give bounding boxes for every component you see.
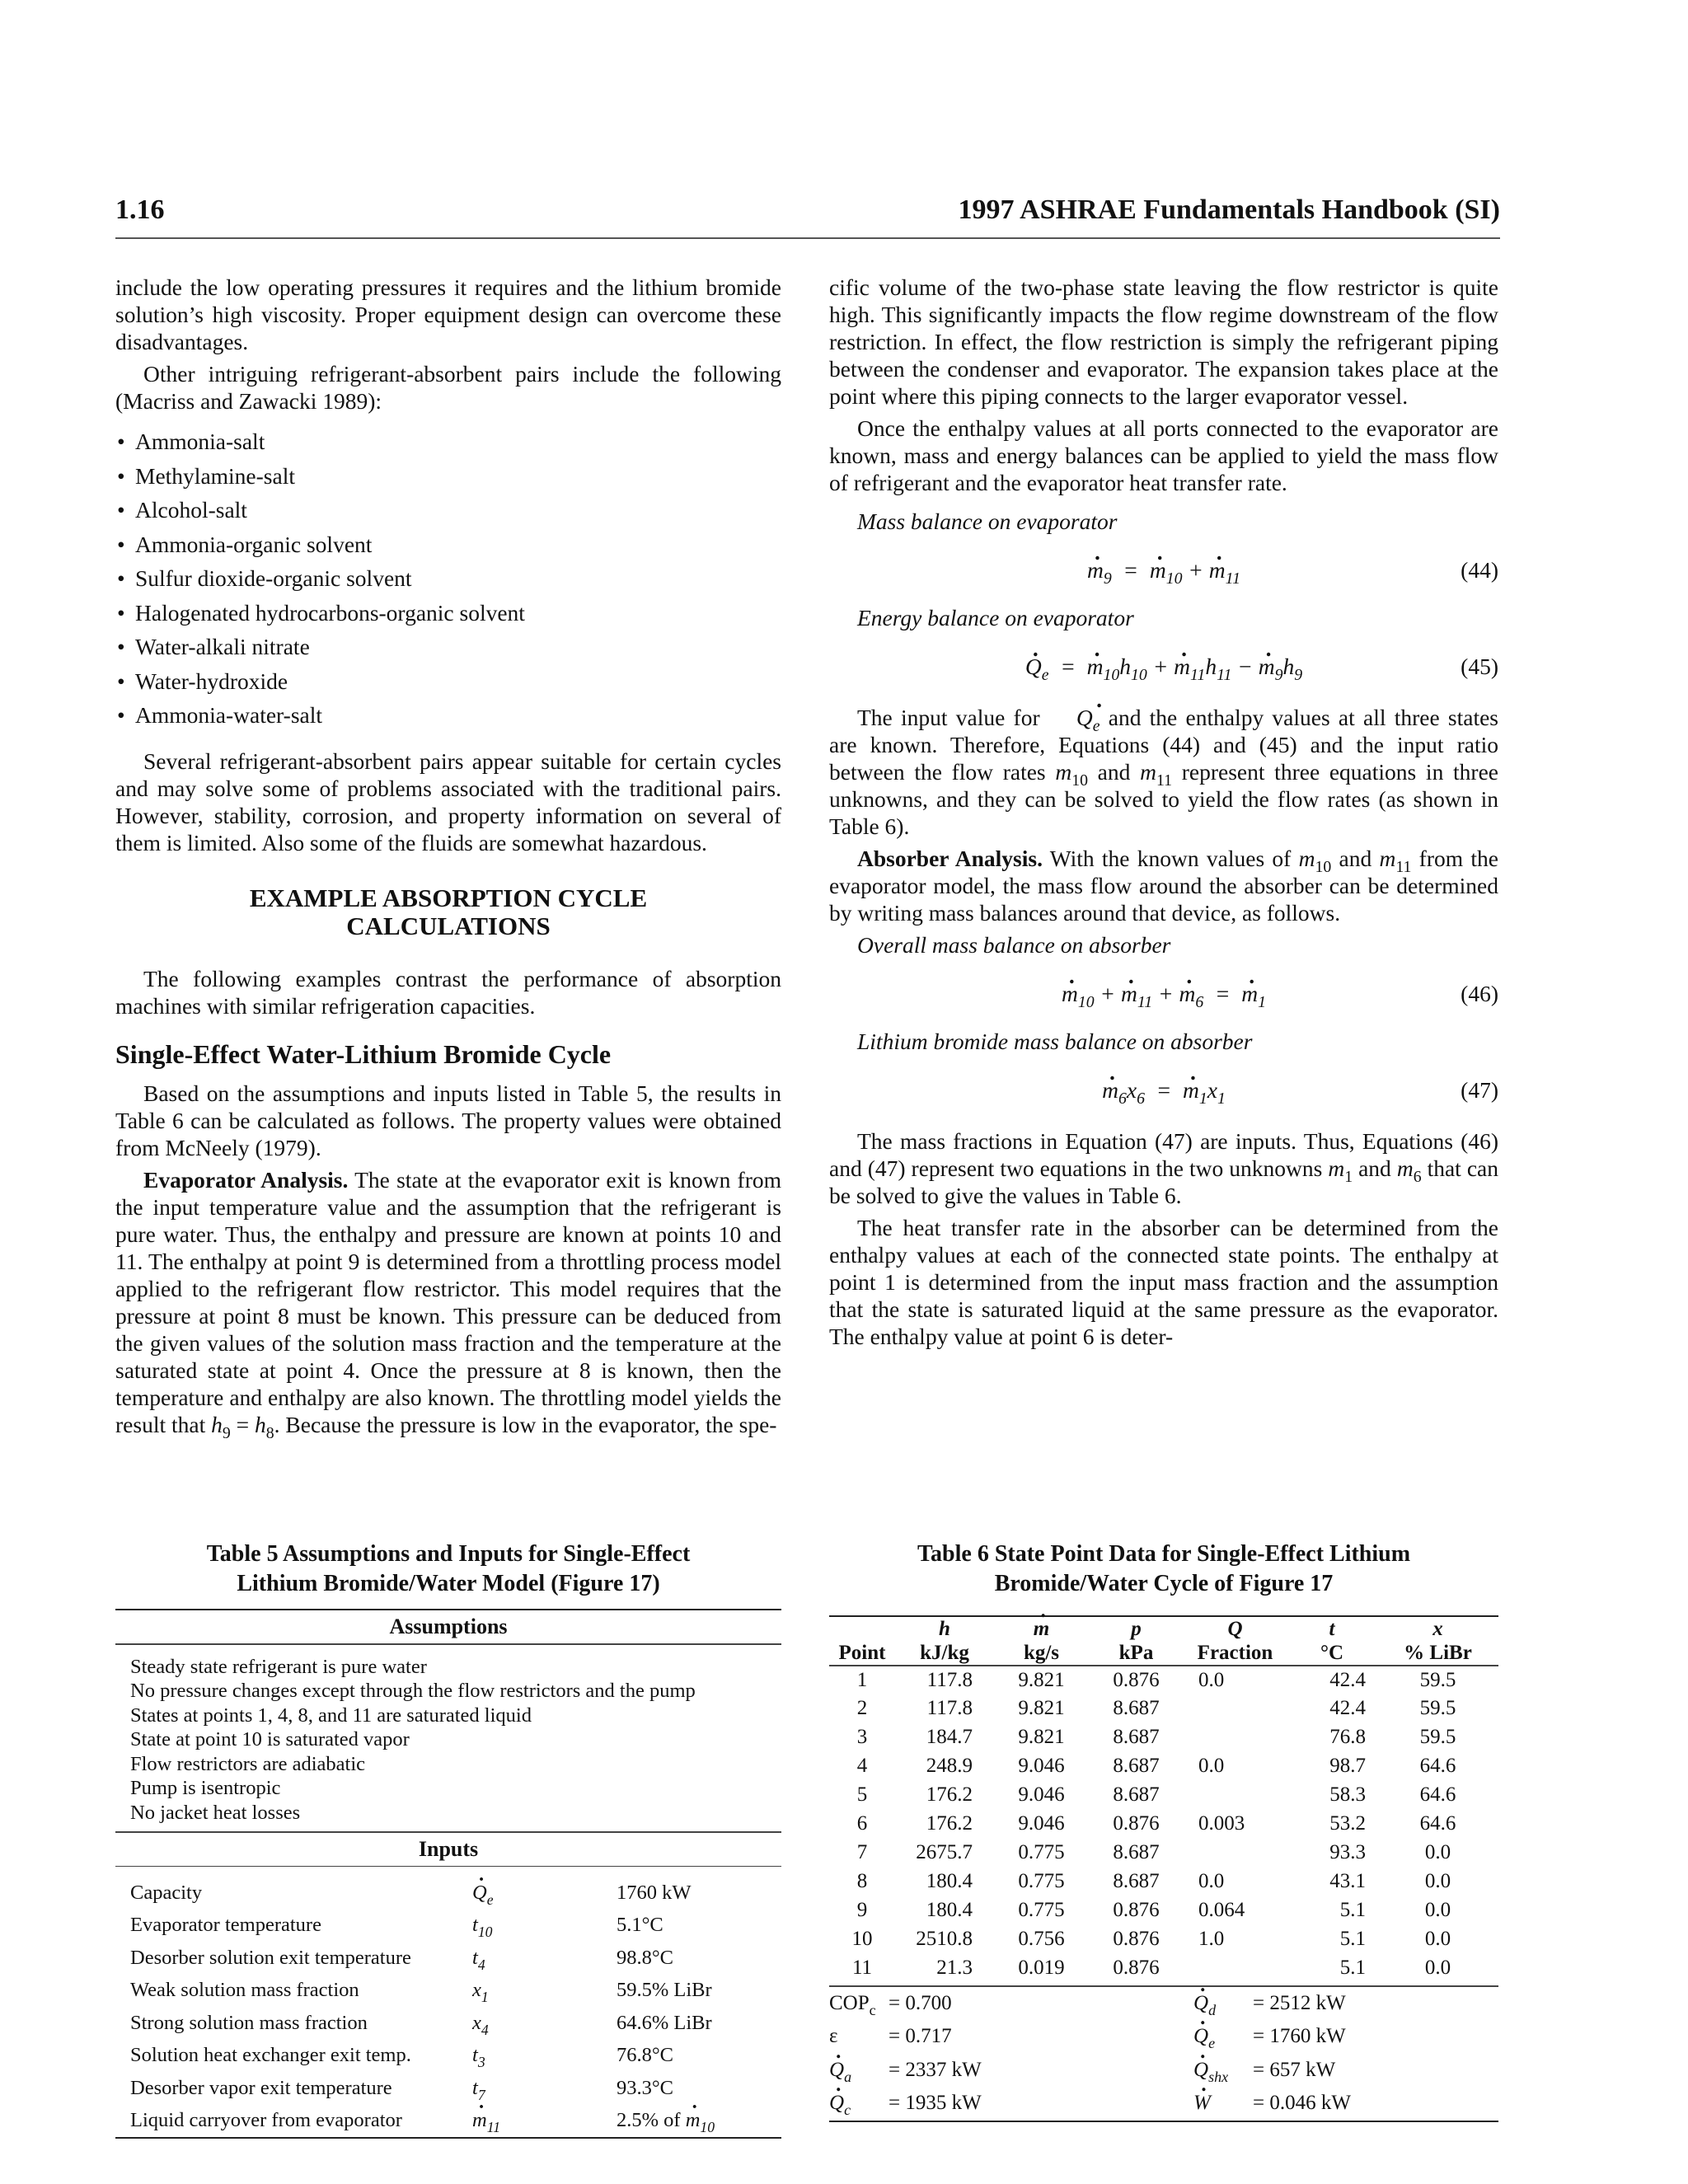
header-rule [115,237,1500,239]
table6 [829,1609,1498,2122]
equation-label: Lithium bromide mass balance on absorber [857,1029,1253,1054]
table-row: 11 21.3 0.019 0.876 5.1 0.0 [851,1956,1451,1979]
paragraph: The following examples contrast the performance of absorption machines with similar refrigeration capacities. [115,965,781,1019]
right-column [829,274,1498,1355]
paragraph: Based on the assumptions and inputs listed in Table 5, the results in Table 6 can be calculated as follows. The property values were obtained from McNeely (1979). [115,1080,781,1160]
left-column [115,274,781,1443]
run-in-heading: Absorber Analysis. [857,846,1043,871]
section-heading: EXAMPLE ABSORPTION CYCLE CALCULATIONS [249,883,648,940]
table-rule [115,2137,781,2139]
table5 [115,1609,781,2139]
assumption-item: Steady state refrigerant is pure water [130,1655,427,1678]
list-item: • Halogenated hydrocarbons-organic solvent [117,599,525,626]
table5-assumptions-heading: Assumptions [389,1615,508,1638]
paragraph: The mass fractions in Equation (47) are inputs. Thus, Equations (46) and (47) represent two equations in the two unknowns $m_1$ and $m_6$ that can be solved to give the values in Table 6. [829,1128,1498,1208]
table-row: $COP_c$ = 0.700 . $Q_d$ = 2512 kW [829,1987,1498,2021]
page-number: 1.16 [115,194,165,225]
table-row: Solution heat exchanger exit temp. $t_3$ 76.8°C [130,2044,674,2070]
table-row: Liquid carryover from evaporator . $m_{11}$ 2.5% of . $m_{10}$ [115,2100,781,2133]
equation-label: Mass balance on evaporator [857,509,1118,534]
table-header-row: h . m p Q t x [829,1617,1498,1641]
paragraph: cific volume of the two-phase state leaving the flow restrictor is quite high. This significantly impacts the flow regime downstream of the flow restriction. In effect, the flow restriction is simply the refrigerant piping between the condenser and evaporator. The expansion takes place at the point where this piping connects to the larger evaporator vessel. [829,274,1498,409]
table-row: Capacity . $Q_e$ 1760 kW [115,1872,781,1905]
paragraph: Other intriguing refrigerant-absorbent pairs include the following (Macriss and Zawacki 1989): [115,361,781,414]
table-row: 7 2675.7 0.775 8.687 93.3 0.0 [856,1840,1451,1863]
table-row: Weak solution mass fraction $x_1$ 59.5% LiBr [130,1979,712,2005]
table-row: Strong solution mass fraction $x_4$ 64.6% LiBr [130,2011,712,2038]
list-item: • Methylamine-salt [117,462,295,489]
table-row: . $Q_a$ = 2337 kW . $Q_{shx}$ = 657 kW [829,2054,1498,2088]
table-row: Desorber vapor exit temperature $t_7$ 93.3°C [130,2076,674,2103]
table-row: . $Q_c$ = 1935 kW . W = 0.046 kW [829,2087,1498,2121]
table-row: 9 180.4 0.775 0.876 0.064 5.1 0.0 [856,1898,1451,1921]
table-row: 3 184.7 9.821 8.687 76.8 59.5 [856,1726,1456,1749]
paragraph: Several refrigerant-absorbent pairs appear suitable for certain cycles and may solve some of problems associated with the traditional pairs. However, stability, corrosion, and property information on several of them is limited. Also some of the fluids are somewhat hazardous. [115,748,781,855]
table5-assumptions [115,1645,781,1832]
assumption-item: Flow restrictors are adiabatic [130,1752,366,1775]
run-in-heading: Evaporator Analysis. [143,1166,349,1193]
equation-47: . $m_6x_6$ = . $m_1x_1$ (47) [829,1065,1498,1116]
running-head-title: 1997 ASHRAE Fundamentals Handbook (SI) [958,194,1500,225]
paragraph: Once the enthalpy values at all ports connected to the evaporator are known, mass and energy balances can be applied to yield the mass flow of refrigerant and the evaporator heat transfer rate. [829,415,1498,495]
table-row: 8 180.4 0.775 8.687 0.0 43.1 0.0 [856,1869,1451,1892]
table-row: 1 117.8 9.821 0.876 0.0 42.4 59.5 [856,1668,1456,1691]
list-item: • Water-alkali nitrate [117,634,310,659]
list-item: • Water-hydroxide [117,668,288,694]
list-item: • Ammonia-salt [117,429,265,454]
list-item: • Alcohol-salt [117,497,247,523]
table-rule [829,2121,1498,2122]
paragraph: Evaporator Analysis. The state at the evaporator exit is known from the input temperature value and the assumption that the refrigerant is pure water. Thus, the enthalpy and pressure are known at points 10 and 11. The enthalpy at point 9 is determined from a throttling process model applied to the refrigerant flow restrictor. This model requires that the pressure at point 8 must be known. This pressure can be deduced from the given values of the solution mass fraction and the temperature at the saturated state at point 4. Once the pressure at 8 is known, then the temperature and enthalpy are also known. The throttling model yields the result that $h_9 = h_8$. Because the pressure is low in the evaporator, the spe- [115,1166,782,1442]
table-row: 10 2510.8 0.756 0.876 1.0 5.1 0.0 [851,1927,1451,1950]
table-row: 2 117.8 9.821 8.687 42.4 59.5 [856,1697,1456,1720]
list-item: • Ammonia-water-salt [117,702,323,728]
table6-caption: Table 6 State Point Data for Single-Effect Lithium Bromide/Water Cycle of Figure 17 [917,1541,1411,1596]
assumption-item: States at points 1, 4, 8, and 11 are saturated liquid [130,1704,532,1727]
paragraph: The input value for . $Q_e$ and the enthalpy values at all three states are known. Therefore, Equations (44) and (45) and the input ratio between the flow rates $m_{10}$ and $m_{11}$ represent three equations in three unknowns, and they can be solved to yield the flow rates (as shown in Table 6). [829,704,1498,840]
table-header-row: Point kJ/kg kg/s kPa Fraction °C % LiBr [838,1642,1472,1664]
table-row: Desorber solution exit temperature $t_4$ 98.8°C [130,1946,674,1973]
table-row: Evaporator temperature $t_{10}$ 5.1°C [130,1914,663,1940]
table6-summary [829,1987,1498,2121]
equation-46: . $m_{10}$ + . $m_{11}$ + . $m_6$ = . $m_1$ (46) [829,968,1498,1019]
assumption-item: State at point 10 is saturated vapor [130,1728,410,1750]
equation-number: (47) [1461,1077,1498,1103]
equation-label: Energy balance on evaporator [857,605,1134,630]
subsection-heading: Single-Effect Water-Lithium Bromide Cycle [115,1038,612,1069]
equation-45: . $Q_e$ = . $m_{10}h_{10}$ + . $m_{11}h_{11}$ − . $m_9h_9$ (45) [829,641,1498,692]
equation-number: (44) [1461,557,1498,583]
table5-inputs-heading: Inputs [418,1836,479,1861]
table5-inputs [115,1872,781,2135]
absorbent-pairs-list [115,424,781,733]
assumption-item: No jacket heat losses [130,1801,301,1824]
assumption-item: No pressure changes except through the flow restrictors and the pump [130,1680,696,1702]
equation-44: . $m_9$ = . $m_{10}$ + . $m_{11}$ (44) [829,545,1498,596]
list-item: • Ammonia-organic solvent [117,531,373,557]
equation-number: (45) [1461,654,1498,679]
paragraph: include the low operating pressures it requires and the lithium bromide solution’s high viscosity. Proper equipment design can overcome these disadvantages. [115,274,781,354]
table-row: ε = 0.717 . $Q_e$ = 1760 kW [829,2020,1498,2054]
assumption-item: Pump is isentropic [130,1777,281,1799]
table6-state-points [829,1617,1498,1982]
equation-number: (46) [1461,981,1498,1006]
paragraph: Absorber Analysis. With the known values of $m_{10}$ and $m_{11}$ from the evaporator model, the mass flow around the absorber can be determined by writing mass balances around that device, as follows. [829,846,1498,926]
paragraph: The heat transfer rate in the absorber can be determined from the enthalpy values at each of the connected state points. The enthalpy at point 1 is determined from the input mass fraction and the assumption that the state is saturated liquid at the same pressure as the evaporator. The enthalpy value at point 6 is deter- [829,1215,1498,1349]
equation-label: Overall mass balance on absorber [857,932,1171,958]
list-item: • Sulfur dioxide-organic solvent [117,565,412,591]
table-row: 5 176.2 9.046 8.687 58.3 64.6 [856,1783,1456,1807]
table-row: 4 248.9 9.046 8.687 0.0 98.7 64.6 [856,1755,1456,1778]
table5-caption: Table 5 Assumptions and Inputs for Single-Effect Lithium Bromide/Water Model (Figure 17) [206,1541,691,1596]
table-rule [115,1866,781,1868]
table-row: 6 176.2 9.046 0.876 0.003 53.2 64.6 [856,1812,1456,1835]
